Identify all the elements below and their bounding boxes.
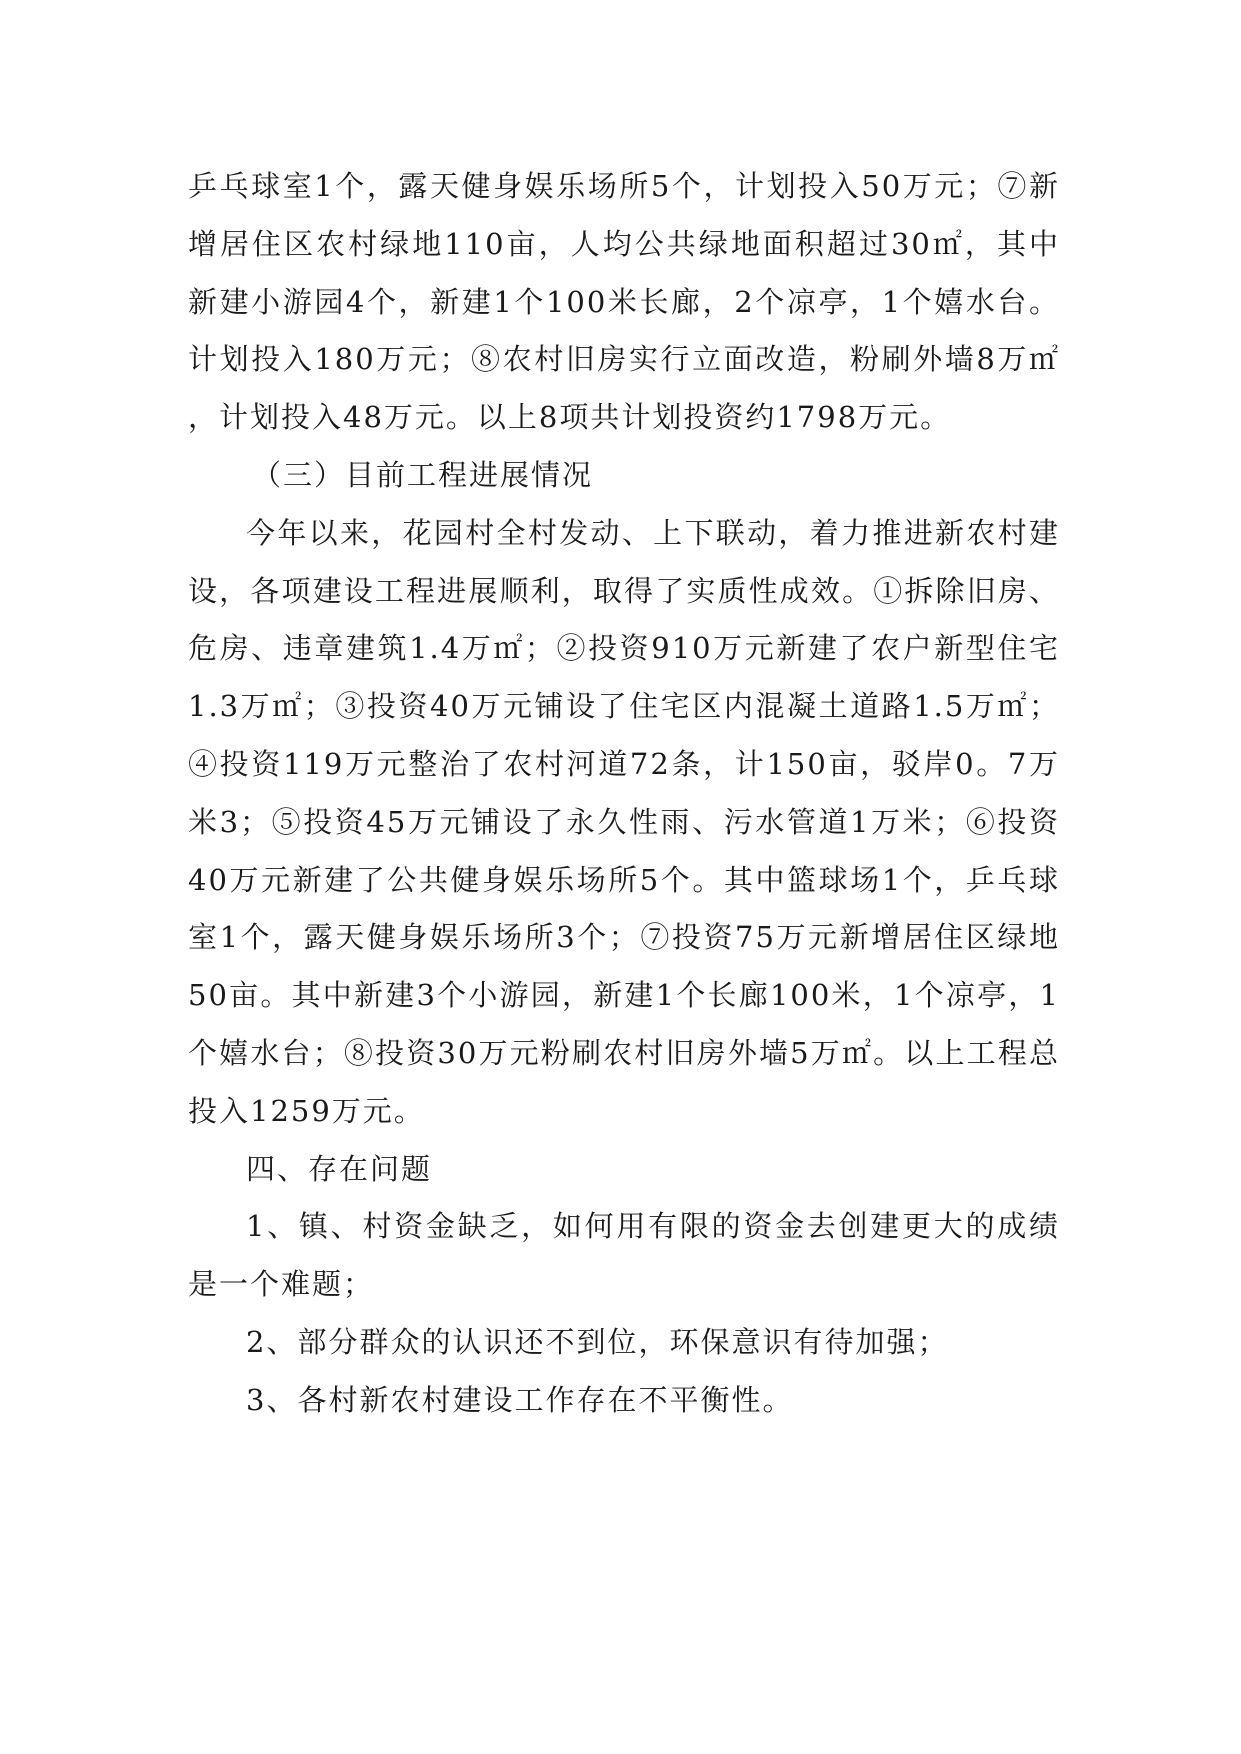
problem-item-awareness: 2、部分群众的认识还不到位，环保意识有待加强； — [246, 1324, 949, 1359]
paragraph-investment-plan-continuation: 乒乓球室1个，露天健身娱乐场所5个，计划投入50万元；⑦新增居住区农村绿地110亩，人均公共绿地面积超过30㎡，其中新建小游园4个，新建1个100米长廊，2个凉亭，1个嬉水台。计划投入180万元；⑧农村旧房实行立面改造，粉刷外墙8万㎡，计划投入48万元。以上8项共计划投资约1798万元。 — [188, 169, 1060, 435]
section-heading-existing-problems: 四、存在问题 — [246, 1151, 433, 1186]
document-body — [188, 158, 1060, 1430]
paragraph-progress-details: 今年以来，花园村全村发动、上下联动，着力推进新农村建设，各项建设工程进展顺利，取得了实质性成效。①拆除旧房、危房、违章建筑1.4万㎡；②投资910万元新建了农户新型住宅1.3万㎡；③投资40万元铺设了住宅区内混凝土道路1.5万㎡；④投资119万元整治了农村河道72条，计150亩，驳岸0。7万米3；⑤投资45万元铺设了永久性雨、污水管道1万米；⑥投资40万元新建了公共健身娱乐场所5个。其中篮球场1个，乒乓球室1个，露天健身娱乐场所3个；⑦投资75万元新增居住区绿地50亩。其中新建3个小游园，新建1个长廊100米，1个凉亭，1个嬉水台；⑧投资30万元粉刷农村旧房外墙5万㎡。以上工程总投入1259万元。 — [188, 515, 1060, 1128]
section-heading-current-progress: （三）目前工程进展情况 — [252, 457, 594, 492]
problem-item-imbalance: 3、各村新农村建设工作存在不平衡性。 — [246, 1382, 794, 1417]
problem-item-funding: 1、镇、村资金缺乏，如何用有限的资金去创建更大的成绩是一个难题； — [188, 1209, 1060, 1302]
